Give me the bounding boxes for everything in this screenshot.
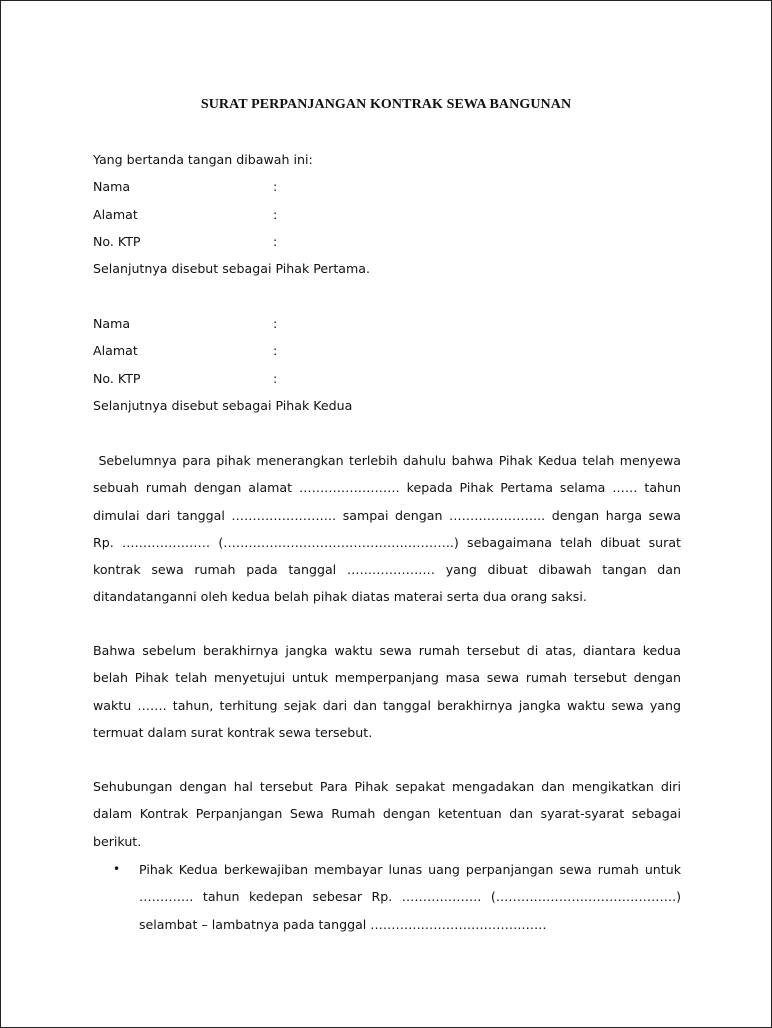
party-two-section: [93, 310, 681, 419]
field-separator: :: [273, 206, 278, 222]
paragraph-extension-agreement: Bahwa sebelum berakhirnya jangka waktu sewa rumah tersebut di atas, diantara kedua belah Pihak telah menyetujui untuk memperpanjang masa sewa rumah tersebut dengan waktu ……. tahun, terhitung sejak dari dan tanggal berakhirnya jangka waktu sewa yang termuat dalam surat kontrak sewa tersebut.: [93, 643, 681, 740]
field-row-ktp: [93, 365, 681, 392]
paragraph-terms-intro: Sehubungan dengan hal tersebut Para Pihak sepakat mengadakan dan mengikatkan diri dalam Kontrak Perpanjangan Sewa Rumah dengan ketentuan dan syarat-syarat sebagai berikut.: [93, 779, 681, 849]
field-label: No. KTP: [93, 233, 141, 249]
field-label: Nama: [93, 179, 131, 195]
party-one-closing: Selanjutnya disebut sebagai Pihak Pertama.: [93, 261, 370, 277]
field-row-nama: [93, 173, 681, 200]
field-separator: :: [273, 316, 278, 331]
field-separator: :: [273, 233, 278, 249]
terms-list: [113, 856, 681, 938]
field-row-nama: [93, 310, 681, 337]
paragraph-previous-lease: Sebelumnya para pihak menerangkan terlebih dahulu bahwa Pihak Kedua telah menyewa sebuah rumah dengan alamat …………………… kepada Pihak Pertama selama …… tahun dimulai dari tanggal ……………………. sampai dengan ………………….. dengan harga sewa Rp. ………………… (……………………………………………….) sebagaimana telah dibuat surat kontrak sewa rumah pada tanggal ………………… yang dibuat dibawah tangan dan ditandatanganni oleh kedua belah pihak diatas materai serta dua orang saksi.: [93, 453, 686, 605]
bullet-icon: •: [113, 862, 121, 876]
field-label: Alamat: [93, 206, 138, 222]
field-label: No. KTP: [93, 370, 141, 386]
field-row-alamat: [93, 201, 681, 228]
field-label: Nama: [93, 316, 131, 331]
field-separator: :: [273, 343, 278, 359]
field-label: Alamat: [93, 343, 138, 359]
field-separator: :: [273, 370, 278, 386]
field-row-ktp: [93, 228, 681, 255]
list-item-text: Pihak Kedua berkewajiban membayar lunas uang perpanjangan sewa rumah untuk …………. tahun kedepan sebesar Rp. ………………. (…………………………………….) selambat – lambatnya pada tanggal ……………………………………: [139, 862, 681, 932]
field-row-alamat: [93, 337, 681, 364]
list-item: [113, 856, 681, 938]
party-two-closing: Selanjutnya disebut sebagai Pihak Kedua: [93, 397, 353, 413]
document-title: SURAT PERPANJANGAN KONTRAK SEWA BANGUNAN: [200, 97, 572, 112]
intro-line: Yang bertanda tangan dibawah ini:: [93, 152, 313, 167]
party-one-section: [93, 146, 681, 282]
field-separator: :: [273, 179, 278, 195]
